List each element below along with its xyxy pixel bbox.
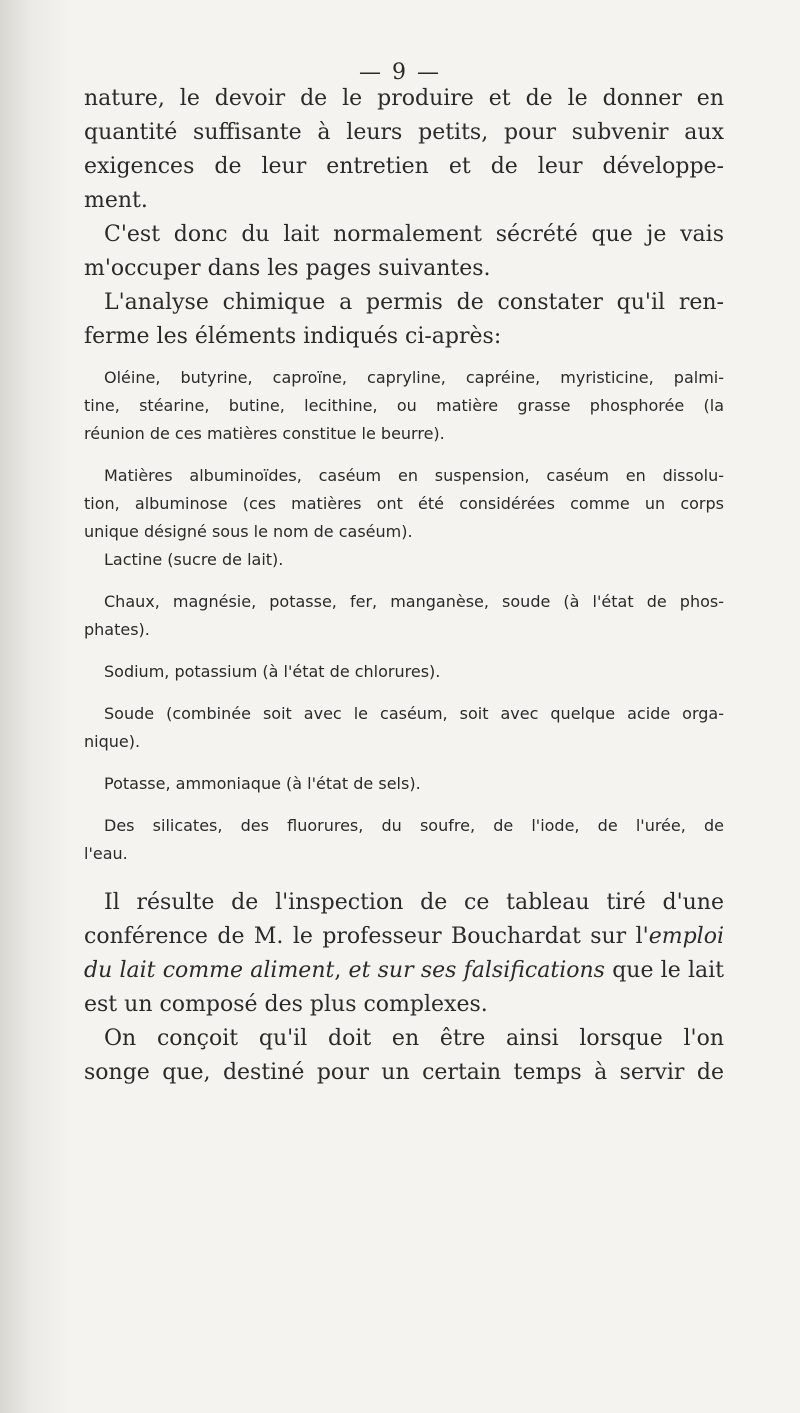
paragraph-line: nature, le devoir de le produire et de le donner en: [84, 86, 724, 111]
component-list-line: Potasse, ammoniaque (à l'état de sels).: [104, 774, 421, 793]
component-list-line: Sodium, potassium (à l'état de chlorures).: [104, 662, 441, 681]
page-number: — 9 —: [359, 60, 441, 85]
paragraph-line: ferme les éléments indiqués ci-après:: [84, 324, 502, 349]
italic-title-run: du lait comme aliment: [84, 958, 335, 983]
text-run: que le lait: [604, 958, 724, 983]
paragraph-line: On conçoit qu'il doit en être ainsi lorsque l'on: [104, 1026, 724, 1051]
component-list-line: Lactine (sucre de lait).: [104, 550, 284, 569]
text-run: ,: [334, 958, 349, 983]
component-list-line: Soude (combinée soit avec le caséum, soit avec quelque acide orga-: [104, 704, 724, 723]
component-list-line: nique).: [84, 732, 141, 751]
paragraph-line: Il résulte de l'inspection de ce tableau tiré d'une: [104, 890, 724, 915]
paragraph-line: est un composé des plus complexes.: [84, 992, 488, 1017]
paragraph-line: quantité suffisante à leurs petits, pour subvenir aux: [84, 120, 724, 145]
paragraph-line: L'analyse chimique a permis de constater qu'il ren-: [104, 290, 724, 315]
component-list-line: unique désigné sous le nom de caséum).: [84, 522, 413, 541]
paragraph-line: m'occuper dans les pages suivantes.: [84, 256, 491, 281]
italic-title-run: et sur ses falsifications: [348, 958, 605, 983]
paragraph-line: exigences de leur entretien et de leur développe-: [84, 154, 724, 179]
component-list-line: tine, stéarine, butine, lecithine, ou matière grasse phosphorée (la: [84, 396, 724, 415]
component-list-line: tion, albuminose (ces matières ont été considérées comme un corps: [84, 494, 724, 513]
component-list-line: Des silicates, des fluorures, du soufre, de l'iode, de l'urée, de: [104, 816, 724, 835]
component-list-line: Oléine, butyrine, caproïne, capryline, capréine, myristicine, palmi-: [104, 368, 724, 387]
component-list-line: réunion de ces matières constitue le beurre).: [84, 424, 445, 443]
paragraph-line: songe que, destiné pour un certain temps à servir de: [84, 1060, 724, 1085]
text-run: conférence de M. le professeur Bouchardat sur l': [84, 924, 649, 949]
component-list-line: Chaux, magnésie, potasse, fer, manganèse, soude (à l'état de phos-: [104, 592, 724, 611]
italic-title-run: emploi: [648, 924, 724, 949]
component-list-line: phates).: [84, 620, 150, 639]
component-list-line: Matières albuminoïdes, caséum en suspension, caséum en dissolu-: [104, 466, 724, 485]
component-list-line: l'eau.: [84, 844, 128, 863]
paragraph-line: [84, 920, 724, 954]
paragraph-line: C'est donc du lait normalement sécrété que je vais: [104, 222, 724, 247]
paragraph-line: ment.: [84, 188, 148, 213]
paragraph-line: [84, 954, 724, 988]
